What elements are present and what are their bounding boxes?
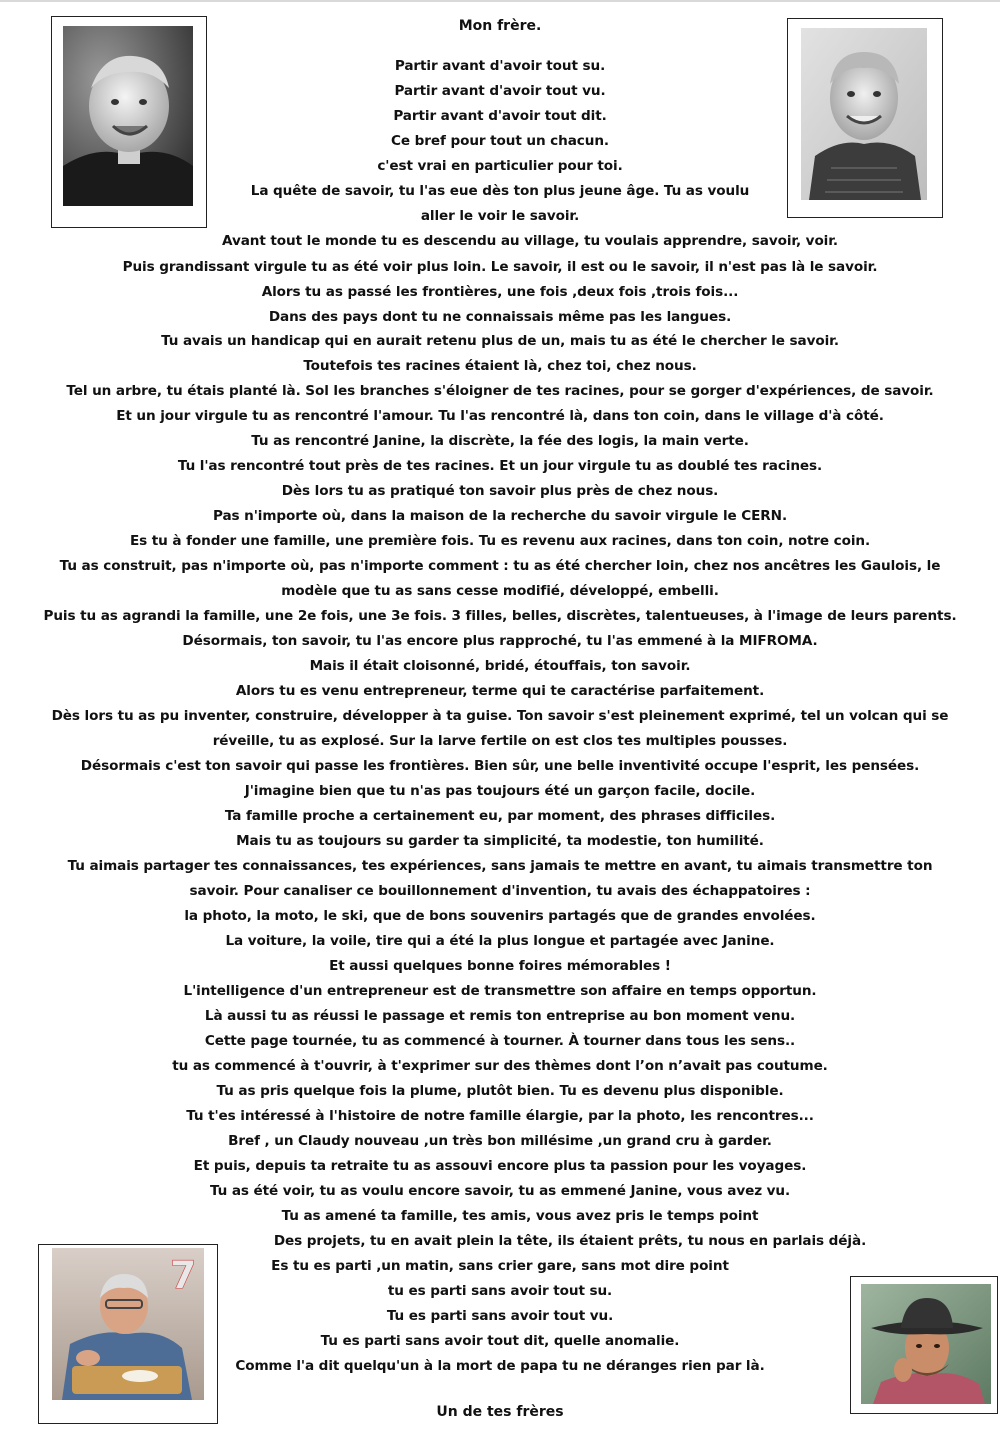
poem-line-text: tu es parti sans avoir tout su. [387, 1283, 613, 1299]
poem-line [0, 256, 1000, 278]
poem-line [0, 730, 1000, 752]
poem-line [0, 1205, 1000, 1227]
poem-line-text: Alors tu as passé les frontières, une fois ,deux fois ,trois fois... [261, 284, 739, 300]
poem-line [0, 1105, 1000, 1127]
signature: Un de tes frères [436, 1404, 564, 1420]
poem-line [0, 281, 1000, 303]
poem-line [0, 1055, 1000, 1077]
poem-line-text: Avant tout le monde tu es descendu au village, tu voulais apprendre, savoir, voir. [222, 233, 838, 249]
poem-line-text: Partir avant d'avoir tout dit. [393, 108, 607, 124]
poem-line-text: tu as commencé à t'ouvrir, à t'exprimer sur des thèmes dont l’on n’avait pas coutume. [172, 1058, 828, 1074]
poem-line-text: Tu as rencontré Janine, la discrète, la fée des logis, la main verte. [251, 433, 749, 449]
poem-line [0, 680, 1000, 702]
poem-line-text: la photo, la moto, le ski, que de bons souvenirs partagés que de grandes envolées. [184, 908, 816, 924]
poem-line-text: Es tu à fonder une famille, une première fois. Tu es revenu aux racines, dans ton coin, notre coin. [129, 533, 871, 549]
poem-line [0, 805, 1000, 827]
poem-line [0, 1030, 1000, 1052]
photo-top-left [51, 16, 207, 228]
poem-line [0, 855, 1000, 877]
poem-line [0, 380, 1000, 402]
poem-line [0, 1080, 1000, 1102]
poem-line-text: Tu as pris quelque fois la plume, plutôt bien. Tu es devenu plus disponible. [216, 1083, 784, 1099]
photo-top-right [787, 18, 943, 218]
poem-line-text: Tu t'es intéressé à l'histoire de notre famille élargie, par la photo, les rencontres... [186, 1108, 814, 1124]
poem-line [0, 755, 1000, 777]
poem-line [0, 830, 1000, 852]
poem-line-text: Tu aimais partager tes connaissances, tes expériences, sans jamais te mettre en avant, tu aimais transmettre ton [67, 858, 933, 874]
page-top-border [0, 0, 1000, 2]
poem-line-text: Tu as amené ta famille, tes amis, vous avez pris le temps point [281, 1208, 759, 1224]
photo-bottom-left [38, 1244, 218, 1424]
poem-line [0, 355, 1000, 377]
poem-line [0, 430, 1000, 452]
poem-line-text: Tu es parti sans avoir tout dit, quelle anomalie. [320, 1333, 680, 1349]
poem-line-text: Dans des pays dont tu ne connaissais même pas les langues. [268, 309, 732, 325]
poem-line-text: modèle que tu as sans cesse modifié, développé, embelli. [281, 583, 719, 599]
poem-line-text: Partir avant d'avoir tout su. [394, 58, 606, 74]
poem-line-text: Tu avais un handicap qui en aurait retenu plus de un, mais tu as été le chercher le savoir. [161, 333, 839, 349]
poem-line-text: Comme l'a dit quelqu'un à la mort de papa tu ne déranges rien par là. [235, 1358, 765, 1374]
poem-line-text: Mais il était cloisonné, bridé, étouffais, ton savoir. [309, 658, 691, 674]
poem-line [0, 505, 1000, 527]
poem-line [0, 580, 1000, 602]
poem-title: Mon frère. [458, 18, 542, 34]
poem-line [0, 330, 1000, 352]
toddler-photo [63, 26, 193, 206]
boy-photo [801, 28, 927, 200]
poem-line-text: Et puis, depuis ta retraite tu as assouvi encore plus ta passion pour les voyages. [193, 1158, 807, 1174]
poem-line [0, 1005, 1000, 1027]
poem-line [0, 230, 1000, 252]
poem-line [0, 1180, 1000, 1202]
poem-line-text: Pas n'importe où, dans la maison de la recherche du savoir virgule le CERN. [212, 508, 788, 524]
cowboy-hat-man-photo [861, 1284, 991, 1404]
poem-line-text: L'intelligence d'un entrepreneur est de transmettre son affaire en temps opportun. [183, 983, 817, 999]
poem-line-text: Alors tu es venu entrepreneur, terme qui te caractérise parfaitement. [235, 683, 765, 699]
poem-line-text: Partir avant d'avoir tout vu. [394, 83, 606, 99]
poem-line [0, 405, 1000, 427]
elderly-man-photo [52, 1248, 204, 1400]
poem-line-text: Bref , un Claudy nouveau ,un très bon millésime ,un grand cru à garder. [228, 1133, 772, 1149]
poem-line-text: aller le voir le savoir. [420, 208, 580, 224]
poem-line-text: Désormais c'est ton savoir qui passe les frontières. Bien sûr, une belle inventivité occupe l'esprit, les pensées. [80, 758, 920, 774]
poem-line-text: Tel un arbre, tu étais planté là. Sol les branches s'éloigner de tes racines, pour se gorger d'expériences, de savoir. [66, 383, 934, 399]
poem-line-text: Tu l'as rencontré tout près de tes racines. Et un jour virgule tu as doublé tes racines. [177, 458, 823, 474]
poem-line [0, 980, 1000, 1002]
poem-line [0, 955, 1000, 977]
poem-line-text: Ta famille proche a certainement eu, par moment, des phrases difficiles. [224, 808, 776, 824]
poem-line [0, 455, 1000, 477]
poem-line-text: Dès lors tu as pratiqué ton savoir plus près de chez nous. [281, 483, 719, 499]
poem-line [0, 555, 1000, 577]
poem-line-text: réveille, tu as explosé. Sur la larve fertile on est clos tes multiples pousses. [212, 733, 788, 749]
poem-line-text: Tu as été voir, tu as voulu encore savoir, tu as emmené Janine, vous avez vu. [209, 1183, 791, 1199]
poem-line [0, 480, 1000, 502]
poem-line-text: Désormais, ton savoir, tu l'as encore plus rapproché, tu l'as emmené à la MIFROMA. [182, 633, 818, 649]
poem-line-text: La voiture, la voile, tire qui a été la plus longue et partagée avec Janine. [225, 933, 775, 949]
poem-line-text: Et aussi quelques bonne foires mémorables ! [329, 958, 671, 974]
poem-line [0, 530, 1000, 552]
poem-line-text: J'imagine bien que tu n'as pas toujours été un garçon facile, docile. [244, 783, 756, 799]
poem-line [0, 705, 1000, 727]
poem-line [0, 1155, 1000, 1177]
poem-line-text: Toutefois tes racines étaient là, chez toi, chez nous. [303, 358, 697, 374]
poem-line-text: Ce bref pour tout un chacun. [391, 133, 609, 149]
photo-bottom-right [850, 1276, 998, 1414]
poem-line [0, 630, 1000, 652]
poem-line-text: c'est vrai en particulier pour toi. [377, 158, 623, 174]
poem-line-text: savoir. Pour canaliser ce bouillonnement d'invention, tu avais des échappatoires : [189, 883, 811, 899]
poem-line [0, 930, 1000, 952]
poem-line [0, 605, 1000, 627]
poem-line-text: Des projets, tu en avait plein la tête, ils étaient prêts, tu nous en parlais déjà. [273, 1233, 867, 1249]
poem-line [0, 880, 1000, 902]
poem-line-text: Mais tu as toujours su garder ta simplicité, ta modestie, ton humilité. [236, 833, 764, 849]
poem-line [0, 306, 1000, 328]
poem-line-text: Puis grandissant virgule tu as été voir plus loin. Le savoir, il est ou le savoir, il n'est pas là le savoir. [122, 259, 878, 275]
poem-line [0, 905, 1000, 927]
poem-line-text: Dès lors tu as pu inventer, construire, développer à ta guise. Ton savoir s'est pleinement exprimé, tel un volcan qui se [51, 708, 949, 724]
poem-line-text: Puis tu as agrandi la famille, une 2e fois, une 3e fois. 3 filles, belles, discrètes, talentueuses, à l'image de leurs parents. [43, 608, 957, 624]
poem-line-text: La quête de savoir, tu l'as eue dès ton plus jeune âge. Tu as voulu [250, 183, 750, 199]
poem-line [0, 780, 1000, 802]
poem-line-text: Et un jour virgule tu as rencontré l'amour. Tu l'as rencontré là, dans ton coin, dans le village d'à côté. [116, 408, 884, 424]
poem-line-text: Tu es parti sans avoir tout vu. [386, 1308, 614, 1324]
poem-line-text: Cette page tournée, tu as commencé à tourner. À tourner dans tous les sens.. [204, 1033, 796, 1049]
poem-line [0, 655, 1000, 677]
poem-line-text: Tu as construit, pas n'importe où, pas n'importe comment : tu as été chercher loin, chez nos ancêtres les Gaulois, le [59, 558, 941, 574]
svg-text:7: 7 [170, 1253, 197, 1297]
poem-line-text: Es tu es parti ,un matin, sans crier gare, sans mot dire point [271, 1258, 729, 1274]
poem-line [0, 1130, 1000, 1152]
poem-line-text: Là aussi tu as réussi le passage et remis ton entreprise au bon moment venu. [204, 1008, 796, 1024]
